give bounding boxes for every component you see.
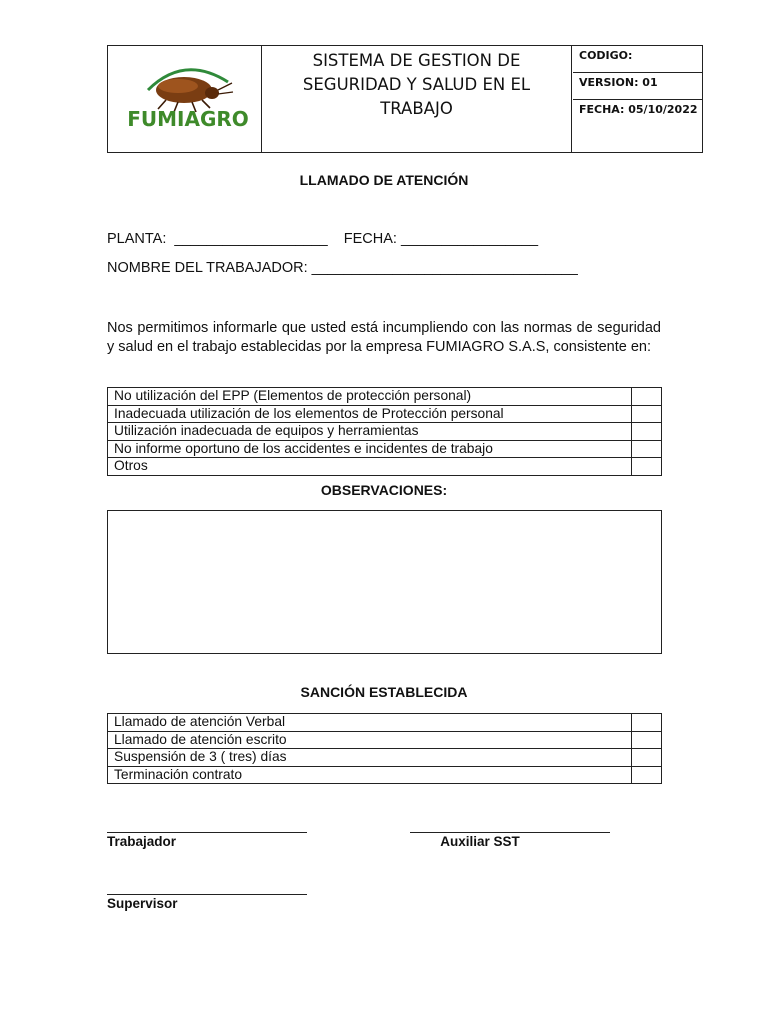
infraction-label: No utilización del EPP (Elementos de protección personal) bbox=[108, 388, 632, 406]
sanction-checkbox[interactable] bbox=[632, 749, 662, 767]
version-cell: VERSION: 01 bbox=[573, 73, 703, 100]
sanction-checkbox[interactable] bbox=[632, 731, 662, 749]
sanction-label: Suspensión de 3 ( tres) días bbox=[108, 749, 632, 767]
auxiliar-label: Auxiliar SST bbox=[440, 834, 520, 849]
title-line-2: SEGURIDAD Y SALUD EN EL bbox=[302, 75, 531, 94]
trabajador-signature-line[interactable] bbox=[107, 832, 307, 833]
document-header bbox=[107, 45, 703, 153]
fumiagro-logo bbox=[108, 46, 261, 152]
sanction-checkbox[interactable] bbox=[632, 714, 662, 732]
table-row bbox=[108, 714, 662, 732]
table-row bbox=[108, 731, 662, 749]
infraction-checkbox[interactable] bbox=[632, 423, 662, 441]
sanction-checkbox[interactable] bbox=[632, 766, 662, 784]
supervisor-signature-line[interactable] bbox=[107, 894, 307, 895]
sanctions-table bbox=[107, 713, 662, 784]
infraction-label: Utilización inadecuada de equipos y herramientas bbox=[108, 423, 632, 441]
infraction-checkbox[interactable] bbox=[632, 458, 662, 476]
logo-cell bbox=[108, 46, 262, 152]
codigo-cell: CODIGO: bbox=[573, 46, 703, 73]
fecha-cell: FECHA: 05/10/2022 bbox=[579, 103, 698, 116]
infractions-table bbox=[107, 387, 662, 476]
auxiliar-signature-line[interactable] bbox=[410, 832, 610, 833]
infraction-checkbox[interactable] bbox=[632, 405, 662, 423]
intro-paragraph: Nos permitimos informarle que usted está incumpliendo con las normas de seguridad y salud en el trabajo establecidas por la empresa FUMIAGRO S.A.S, consistente en: bbox=[107, 320, 661, 355]
table-row bbox=[108, 749, 662, 767]
infraction-label: Inadecuada utilización de los elementos de Protección personal bbox=[108, 405, 632, 423]
sanction-title: SANCIÓN ESTABLECIDA bbox=[300, 684, 468, 700]
system-title bbox=[262, 46, 572, 152]
table-row bbox=[108, 766, 662, 784]
supervisor-label: Supervisor bbox=[107, 896, 178, 911]
table-row bbox=[108, 423, 662, 441]
title-line-3: TRABAJO bbox=[380, 99, 453, 118]
planta-fecha-field[interactable]: PLANTA: ___________________ FECHA: _________________ bbox=[107, 231, 539, 247]
sanction-label: Llamado de atención Verbal bbox=[108, 714, 632, 732]
form-title: LLAMADO DE ATENCIÓN bbox=[299, 172, 469, 188]
table-row bbox=[108, 405, 662, 423]
table-row bbox=[108, 458, 662, 476]
document-meta bbox=[573, 46, 703, 152]
brand-text: FUMIAGRO bbox=[127, 107, 249, 131]
infraction-checkbox[interactable] bbox=[632, 440, 662, 458]
sanction-label: Llamado de atención escrito bbox=[108, 731, 632, 749]
observations-box[interactable] bbox=[107, 510, 662, 654]
nombre-trabajador-field[interactable]: NOMBRE DEL TRABAJADOR: _________________________________ bbox=[107, 260, 578, 276]
table-row bbox=[108, 440, 662, 458]
infraction-checkbox[interactable] bbox=[632, 388, 662, 406]
observations-title: OBSERVACIONES: bbox=[320, 482, 448, 498]
trabajador-label: Trabajador bbox=[107, 834, 177, 849]
infraction-label: Otros bbox=[108, 458, 632, 476]
sanction-label: Terminación contrato bbox=[108, 766, 632, 784]
title-line-1: SISTEMA DE GESTION DE bbox=[312, 51, 521, 70]
table-row bbox=[108, 388, 662, 406]
infraction-label: No informe oportuno de los accidentes e incidentes de trabajo bbox=[108, 440, 632, 458]
